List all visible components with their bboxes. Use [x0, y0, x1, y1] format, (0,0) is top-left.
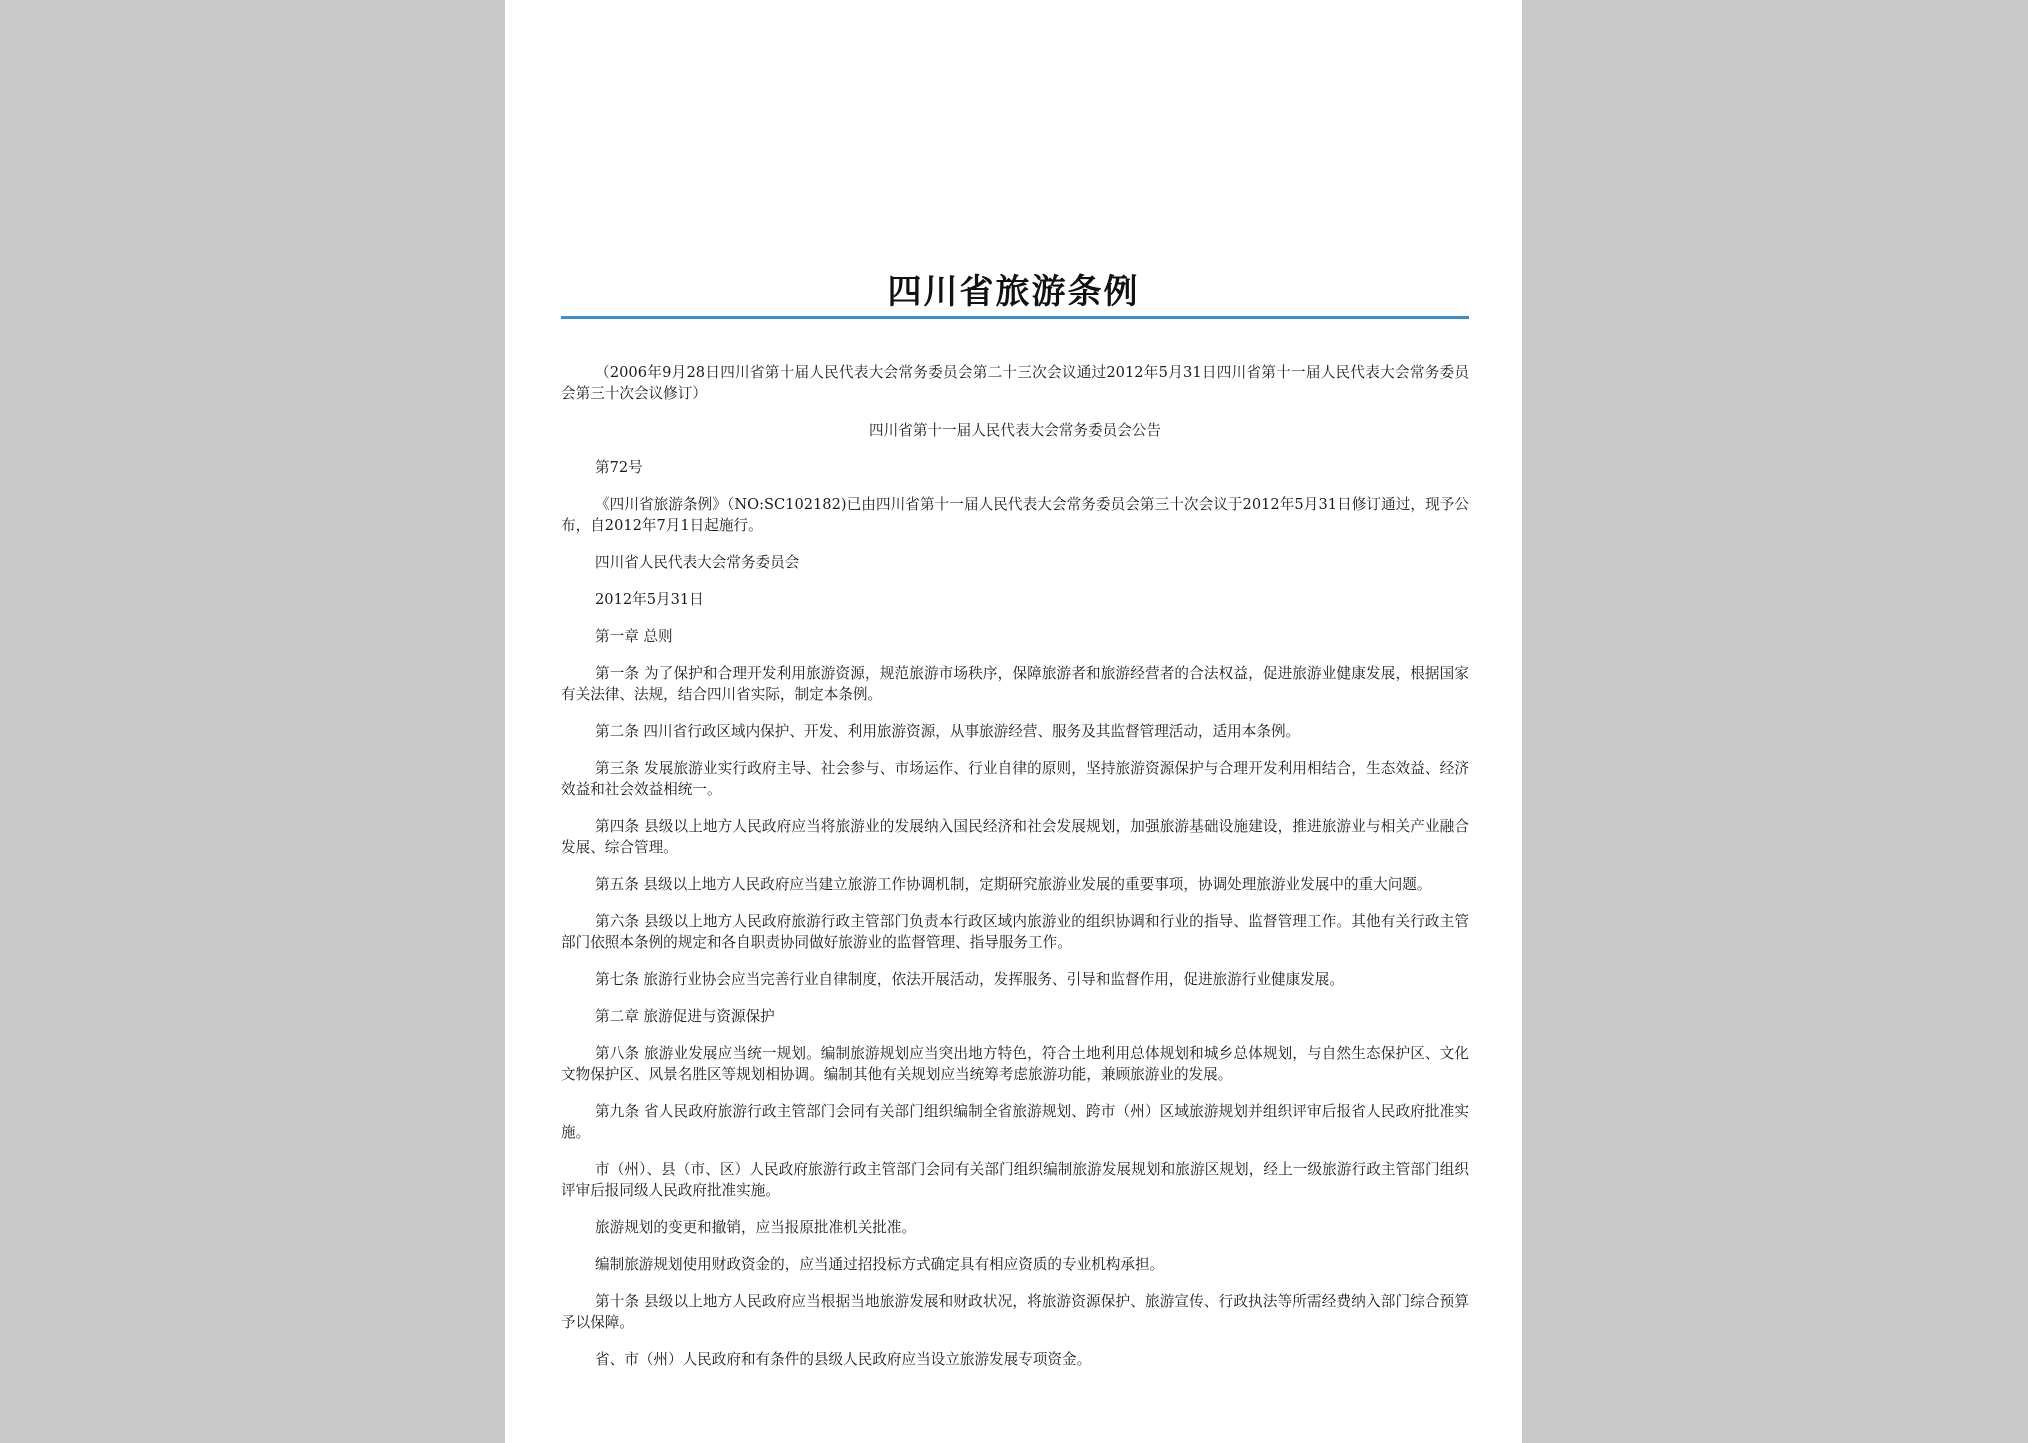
- document-paragraph: 第四条 县级以上地方人民政府应当将旅游业的发展纳入国民经济和社会发展规划，加强旅游基础设施建设，推进旅游业与相关产业融合发展、综合管理。: [561, 818, 1469, 856]
- document-paragraph: 第二章 旅游促进与资源保护: [595, 1008, 775, 1025]
- document-paragraph: 第六条 县级以上地方人民政府旅游行政主管部门负责本行政区域内旅游业的组织协调和行业的指导、监督管理工作。其他有关行政主管部门依照本条例的规定和各自职责协同做好旅游业的监督管理、指导服务工作。: [561, 913, 1469, 951]
- document-title: 四川省旅游条例: [887, 272, 1140, 312]
- document-paragraph: 第五条 县级以上地方人民政府应当建立旅游工作协调机制，定期研究旅游业发展的重要事项，协调处理旅游业发展中的重大问题。: [595, 876, 1432, 893]
- document-paragraph: 四川省第十一届人民代表大会常务委员会公告: [869, 422, 1161, 439]
- document-paragraph: 第二条 四川省行政区域内保护、开发、利用旅游资源，从事旅游经营、服务及其监督管理活动，适用本条例。: [595, 723, 1301, 740]
- document-paragraph: 四川省人民代表大会常务委员会: [595, 554, 800, 571]
- document-paragraph: 第72号: [595, 459, 643, 476]
- document-paragraph: 第一章 总则: [595, 628, 673, 645]
- title-divider: [561, 316, 1469, 319]
- document-paragraph: 第八条 旅游业发展应当统一规划。编制旅游规划应当突出地方特色，符合土地利用总体规划和城乡总体规划，与自然生态保护区、文化文物保护区、风景名胜区等规划相协调。编制其他有关规划应当统筹考虑旅游功能，兼顾旅游业的发展。: [561, 1045, 1469, 1083]
- document-paragraph: 编制旅游规划使用财政资金的，应当通过招投标方式确定具有相应资质的专业机构承担。: [595, 1256, 1165, 1273]
- document-paragraph: 市（州）、县（市、区）人民政府旅游行政主管部门会同有关部门组织编制旅游发展规划和旅游区规划，经上一级旅游行政主管部门组织评审后报同级人民政府批准实施。: [561, 1161, 1469, 1199]
- document-body: [561, 362, 1469, 1386]
- document-paragraph: 2012年5月31日: [595, 591, 704, 608]
- document-paragraph: 第一条 为了保护和合理开发利用旅游资源，规范旅游市场秩序，保障旅游者和旅游经营者的合法权益，促进旅游业健康发展，根据国家有关法律、法规，结合四川省实际，制定本条例。: [561, 665, 1469, 703]
- document-paragraph: 第三条 发展旅游业实行政府主导、社会参与、市场运作、行业自律的原则，坚持旅游资源保护与合理开发利用相结合，生态效益、经济效益和社会效益相统一。: [561, 760, 1469, 798]
- document-paragraph: 《四川省旅游条例》（NO:SC102182)已由四川省第十一届人民代表大会常务委员会第三十次会议于2012年5月31日修订通过，现予公布，自2012年7月1日起施行。: [561, 496, 1469, 534]
- document-paragraph: （2006年9月28日四川省第十届人民代表大会常务委员会第二十三次会议通过2012年5月31日四川省第十一届人民代表大会常务委员会第三十次会议修订）: [561, 364, 1469, 402]
- document-paragraph: 省、市（州）人民政府和有条件的县级人民政府应当设立旅游发展专项资金。: [595, 1351, 1092, 1368]
- document-page: [505, 0, 1522, 1443]
- document-paragraph: 第十条 县级以上地方人民政府应当根据当地旅游发展和财政状况，将旅游资源保护、旅游宣传、行政执法等所需经费纳入部门综合预算予以保障。: [561, 1293, 1469, 1331]
- document-paragraph: 第九条 省人民政府旅游行政主管部门会同有关部门组织编制全省旅游规划、跨市（州）区域旅游规划并组织评审后报省人民政府批准实施。: [561, 1103, 1469, 1141]
- document-paragraph: 第七条 旅游行业协会应当完善行业自律制度，依法开展活动，发挥服务、引导和监督作用，促进旅游行业健康发展。: [595, 971, 1344, 988]
- document-paragraph: 旅游规划的变更和撤销，应当报原批准机关批准。: [595, 1219, 917, 1236]
